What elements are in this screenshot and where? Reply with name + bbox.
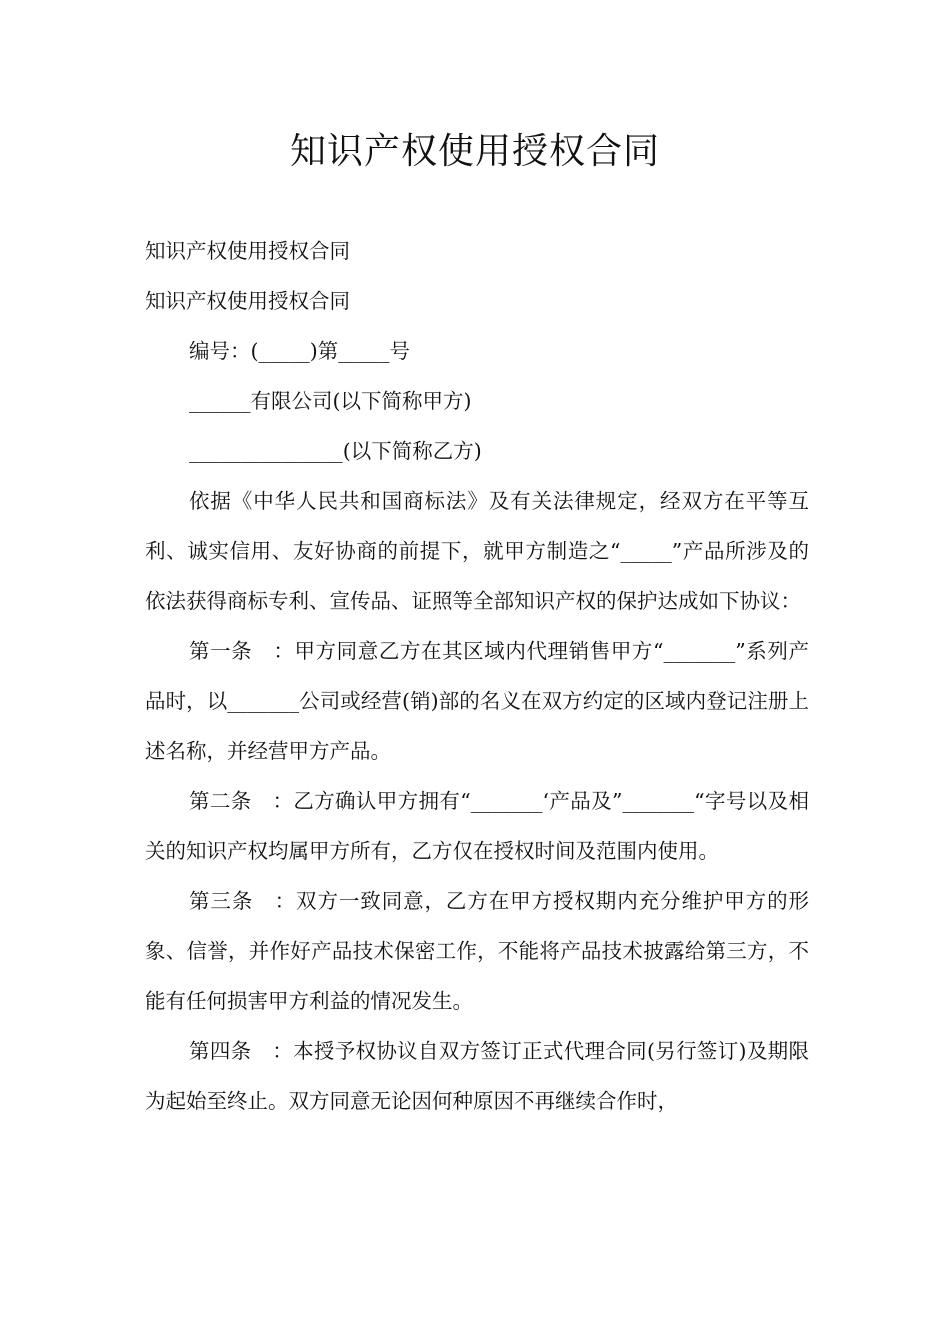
- party-a-line: ______有限公司(以下简称甲方): [189, 389, 472, 413]
- document-body: [145, 226, 809, 1126]
- article-2-paragraph: 第二条 ：乙方确认甲方拥有“_______‘产品及”_______“字号以及相关的知识产权均属甲方所有，乙方仅在授权时间及范围内使用。: [145, 789, 809, 863]
- document-title: 知识产权使用授权合同: [289, 131, 660, 172]
- article-3-paragraph: 第三条 ：双方一致同意，乙方在甲方授权期内充分维护甲方的形象、信誉，并作好产品技术保密工作，不能将产品技术披露给第三方，不能有任何损害甲方利益的情况发生。: [145, 889, 809, 1013]
- doc-line-title-1: 知识产权使用授权合同: [145, 239, 350, 263]
- contract-number-line: 编号：(_____)第_____号: [189, 339, 410, 363]
- doc-line-title-2: 知识产权使用授权合同: [145, 289, 350, 313]
- article-1-paragraph: 第一条 ：甲方同意乙方在其区域内代理销售甲方“_______”系列产品时，以_______公司或经营(销)部的名义在双方约定的区域内登记注册上述名称，并经营甲方产品。: [145, 639, 809, 763]
- preamble-paragraph: 依据《中华人民共和国商标法》及有关法律规定，经双方在平等互利、诚实信用、友好协商的前提下，就甲方制造之“_____”产品所涉及的依法获得商标专利、宣传品、证照等全部知识产权的保护达成如下协议：: [145, 489, 809, 613]
- party-b-line: _______________(以下简称乙方): [189, 439, 482, 463]
- article-4-paragraph: 第四条 ：本授予权协议自双方签订正式代理合同(另行签订)及期限为起始至终止。双方同意无论因何种原因不再继续合作时，: [145, 1039, 809, 1113]
